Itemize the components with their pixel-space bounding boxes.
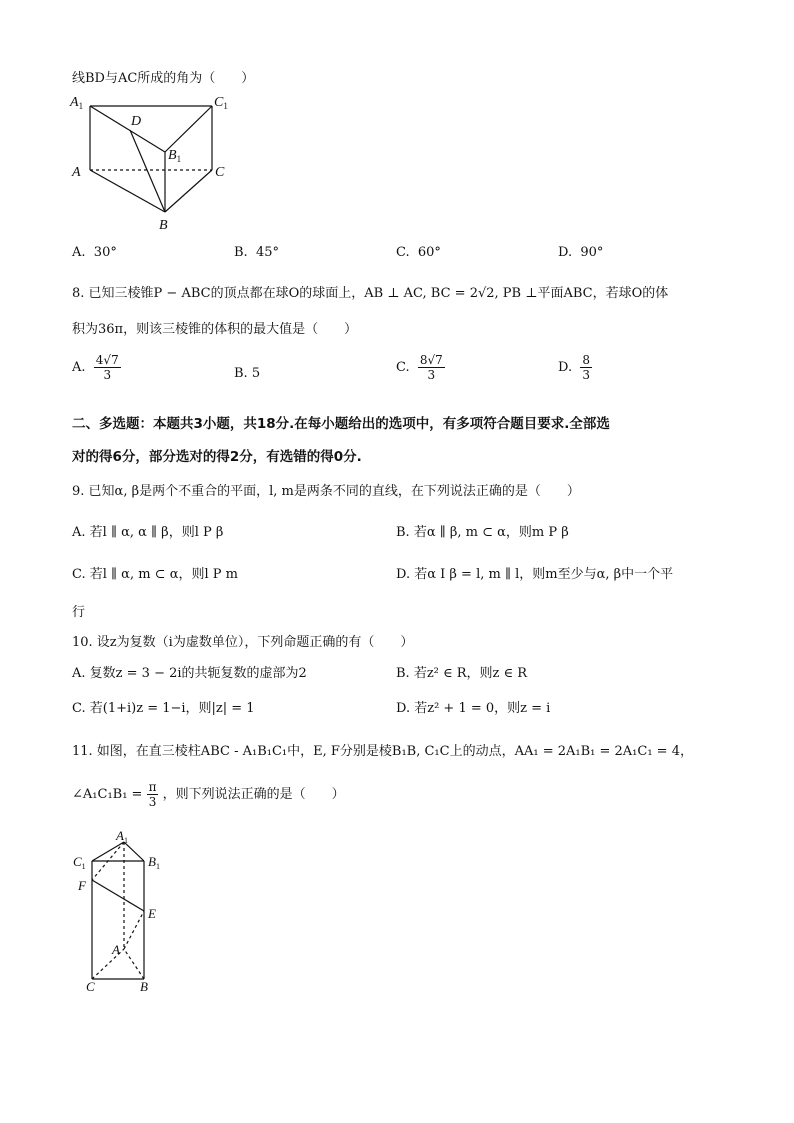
label-A: A bbox=[112, 942, 120, 957]
q10-stem: 10. 设z为复数（i为虚数单位），下列命题正确的有（ ） bbox=[72, 635, 414, 650]
q9-option-a: A. 若l ∥ α, α ∥ β，则l P β bbox=[72, 525, 224, 540]
label-B1: $B_1$ bbox=[168, 148, 182, 164]
q9-option-c: C. 若l ∥ α, m ⊂ α，则l P m bbox=[72, 567, 238, 582]
label-A: A bbox=[72, 165, 81, 180]
label-C1: $C_1$ bbox=[73, 854, 86, 871]
label-D: D bbox=[131, 114, 142, 129]
label-C: C bbox=[215, 165, 225, 180]
q11-line2-post: ，则下列说法正确的是（ ） bbox=[162, 787, 345, 802]
label-E: E bbox=[148, 906, 156, 921]
q7-option-a: A. 30° bbox=[72, 245, 117, 260]
label-B1: $B_1$ bbox=[148, 854, 160, 871]
q8-option-d: D. $\frac{8}{3}$ bbox=[558, 353, 590, 382]
q10-option-b: B. 若z² ∈ R，则z ∈ R bbox=[396, 666, 528, 681]
label-F: F bbox=[78, 878, 86, 893]
q11-frac-num: π bbox=[148, 780, 157, 794]
q9-option-d-line2: 行 bbox=[72, 605, 86, 620]
q11-line1: 11. 如图，在直三棱柱ABC - A₁B₁C₁中，E, F分别是棱B₁B, C₁C上的动点，AA₁ = 2A₁B₁ = 2A₁C₁ = 4， bbox=[72, 744, 693, 759]
q7-stem-tail: 线BD与AC所成的角为（ ） bbox=[72, 71, 255, 86]
q8-option-a: A. $\frac{4√7}{3}$ bbox=[72, 353, 119, 382]
q7-option-d: D. 90° bbox=[558, 245, 604, 260]
section2-heading-line1: 二、多选题：本题共3小题，共18分.在每小题给出的选项中，有多项符合题目要求.全部选 bbox=[72, 416, 610, 432]
q10-option-c: C. 若(1+i)z = 1−i，则|z| = 1 bbox=[72, 701, 255, 716]
q9-stem: 9. 已知α, β是两个不重合的平面，l, m是两条不同的直线，在下列说法正确的是（ ） bbox=[72, 484, 580, 499]
label-A1: $A_1$ bbox=[70, 95, 84, 111]
label-C: C bbox=[86, 979, 95, 994]
q7-prism-figure bbox=[68, 92, 228, 232]
q8-line1: 8. 已知三棱锥P − ABC的顶点都在球O的球面上，AB ⊥ AC, BC = 2√2, PB ⊥平面ABC，若球O的体 bbox=[72, 286, 669, 301]
label-B: B bbox=[140, 979, 148, 994]
q10-option-a: A. 复数z = 3 − 2i的共轭复数的虚部为2 bbox=[72, 666, 307, 681]
q9-option-b: B. 若α ∥ β, m ⊂ α，则m P β bbox=[396, 525, 569, 540]
section2-heading-line2: 对的得6分，部分选对的得2分，有选错的得0分. bbox=[72, 449, 362, 465]
q7-option-c: C. 60° bbox=[396, 245, 441, 260]
q11-prism-figure bbox=[72, 828, 192, 998]
q8-option-c: C. $\frac{8√7}{3}$ bbox=[396, 353, 443, 382]
q8-option-b: B. 5 bbox=[234, 366, 261, 381]
label-A1: $A_1$ bbox=[116, 828, 128, 845]
q10-option-d: D. 若z² + 1 = 0，则z = i bbox=[396, 701, 551, 716]
q8-line2: 积为36π，则该三棱锥的体积的最大值是（ ） bbox=[72, 322, 358, 337]
label-C1: $C_1$ bbox=[214, 95, 228, 111]
q11-line2 bbox=[72, 780, 345, 809]
q9-option-d-line1: D. 若α I β = l, m ∥ l，则m至少与α, β中一个平 bbox=[396, 567, 674, 582]
q11-frac-den: 3 bbox=[148, 795, 157, 809]
q11-angle: ∠A₁C₁B₁ = bbox=[72, 787, 143, 802]
label-B: B bbox=[159, 218, 168, 232]
q7-option-b: B. 45° bbox=[234, 245, 279, 260]
